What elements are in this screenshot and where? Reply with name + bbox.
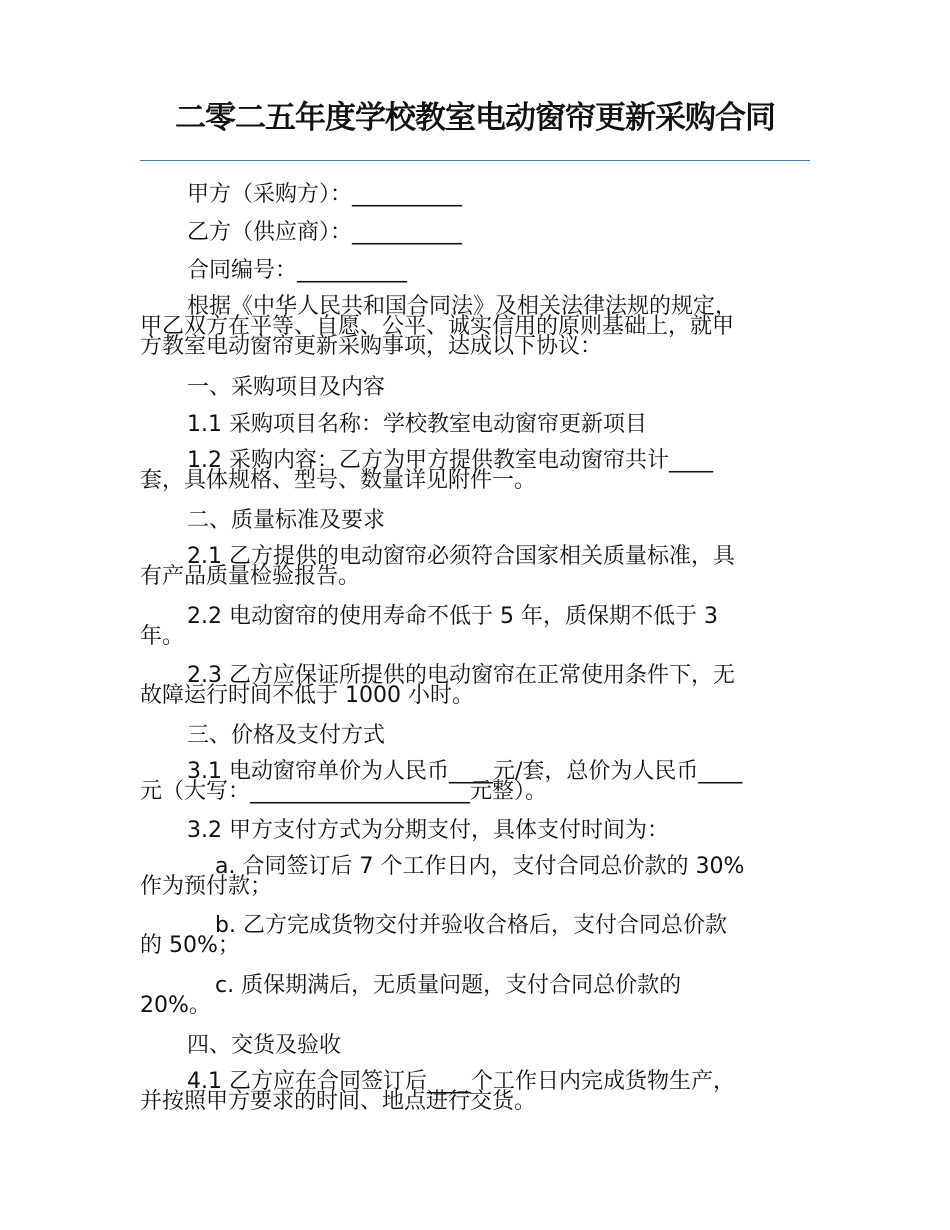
clause-3-1-line-1: 3.1 电动窗帘单价为人民币____元/套，总价为人民币____: [187, 759, 743, 784]
payment-item-a-line-1: a. 合同签订后 7 个工作日内，支付合同总价款的 30%: [215, 854, 745, 879]
payment-item-c-line-1: c. 质保期满后，无质量问题，支付合同总价款的: [215, 973, 682, 998]
clause-2-1-line-2: 有产品质量检验报告。: [140, 564, 361, 589]
payment-item-a: [140, 856, 810, 898]
clause-2-3: [140, 665, 810, 707]
party-a-line: 甲方（采购方）：__________: [187, 182, 463, 207]
clause-2-1: [140, 546, 810, 588]
section-3-heading: 三、价格及支付方式: [187, 723, 386, 748]
clause-1-2: [140, 450, 810, 492]
section-4-heading: 四、交货及验收: [187, 1033, 342, 1058]
clause-1-2-line-1: 1.2 采购内容：乙方为甲方提供教室电动窗帘共计____: [187, 448, 713, 473]
clause-2-2-line-1: 2.2 电动窗帘的使用寿命不低于 5 年，质保期不低于 3: [187, 604, 718, 629]
clause-2-2: [140, 606, 810, 648]
title-underline: [140, 160, 810, 161]
clause-2-3-line-1: 2.3 乙方应保证所提供的电动窗帘在正常使用条件下，无: [187, 663, 735, 688]
clause-3-1-line-2: 元（大写：____________________元整）。: [140, 779, 548, 804]
clause-4-1-line-2: 并按照甲方要求的时间、地点进行交货。: [140, 1089, 537, 1114]
payment-item-b-line-2: 的 50%；: [140, 933, 240, 958]
payment-item-b: [140, 915, 810, 957]
clause-4-1: [140, 1071, 810, 1113]
preamble-line-2: 甲乙双方在平等、自愿、公平、诚实信用的原则基础上，就甲: [140, 314, 735, 339]
clause-2-2-line-2: 年。: [140, 624, 185, 649]
preamble-paragraph: [140, 296, 810, 358]
clause-2-1-line-1: 2.1 乙方提供的电动窗帘必须符合国家相关质量标准，具: [187, 544, 735, 569]
clause-2-3-line-2: 故障运行时间不低于 1000 小时。: [140, 683, 474, 708]
preamble-line-3: 方教室电动窗帘更新采购事项，达成以下协议：: [140, 334, 603, 359]
preamble-line-1: 根据《中华人民共和国合同法》及相关法律法规的规定，: [187, 294, 738, 319]
payment-item-b-line-1: b. 乙方完成货物交付并验收合格后，支付合同总价款: [215, 913, 727, 938]
clause-3-1: [140, 761, 810, 803]
clause-3-2: 3.2 甲方支付方式为分期支付，具体支付时间为：: [187, 818, 669, 843]
clause-1-1: 1.1 采购项目名称：学校教室电动窗帘更新项目: [187, 412, 647, 437]
party-b-line: 乙方（供应商）：__________: [187, 220, 463, 245]
document-title: 二零二五年度学校教室电动窗帘更新采购合同: [175, 100, 775, 136]
payment-item-c: [140, 975, 810, 1017]
clause-1-2-line-2: 套，具体规格、型号、数量详见附件一。: [140, 468, 537, 493]
section-1-heading: 一、采购项目及内容: [187, 375, 386, 400]
payment-item-a-line-2: 作为预付款；: [140, 874, 273, 899]
payment-item-c-line-2: 20%。: [140, 993, 211, 1018]
contract-number-line: 合同编号：__________: [187, 258, 408, 283]
section-2-heading: 二、质量标准及要求: [187, 508, 386, 533]
clause-4-1-line-1: 4.1 乙方应在合同签订后____个工作日内完成货物生产，: [187, 1069, 735, 1094]
